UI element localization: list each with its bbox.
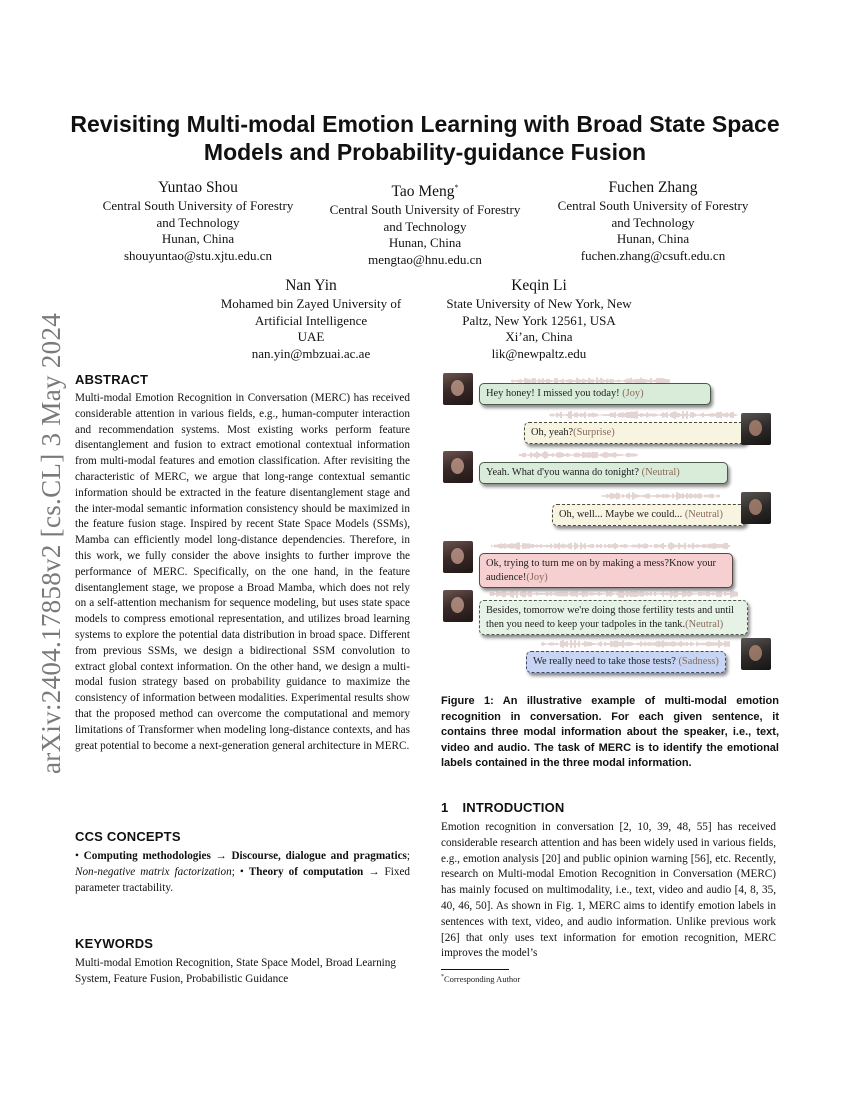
author-affiliation: and Technology (383, 218, 467, 234)
speaker-woman-image (443, 590, 473, 622)
author-affiliation: Central South University of Forestry (102, 198, 294, 213)
utterance-bubble: Ok, trying to turn me on by making a mess?Know your audience!(Joy) (479, 553, 733, 588)
author-location: Hunan, China (616, 231, 690, 246)
footnote (441, 974, 520, 984)
author-affiliation: Central South University of Forestry (557, 198, 749, 213)
audio-waveform (541, 639, 731, 649)
author-block (88, 178, 308, 264)
audio-waveform (491, 541, 731, 551)
arxiv-stamp-text: arXiv:2404.17858v2 [cs.CL] 3 May 2024 (36, 312, 66, 774)
emotion-label: (Neutral) (684, 509, 723, 520)
speaker-woman-image (443, 451, 473, 483)
author-affiliation: State University of New York, New (446, 296, 632, 311)
author-location: Xi’an, China (505, 329, 573, 344)
audio-waveform (519, 450, 639, 460)
author-name: Tao Meng* (391, 183, 459, 201)
author-location: Hunan, China (388, 235, 462, 251)
author-location: Hunan, China (161, 231, 235, 246)
utterance-bubble: Hey honey! I missed you today! (Joy) (479, 383, 711, 405)
author-email[interactable]: mengtao@hnu.edu.cn (368, 251, 482, 267)
corresponding-mark: * (454, 183, 459, 192)
abstract-body: Multi-modal Emotion Recognition in Conversation (MERC) has received considerable attention in various fields, e.g., human-computer interaction and recommendation systems. Most existing works perform feature disentanglement and fusion to extract emotional contextual information from multi-modal features and emotion classification. After revisiting the characteristic of MERC, we argue that long-range contextual semantic information should be extracted in the feature disentanglement stage and the inter-modal semantic information consistency should be maximized in the feature fusion stage. Inspired by recent State Space Models (SSMs), Mamba can efficiently model long-distance dependencies. Therefore, in this work, we fully consider the above insights to further improve the performance of MERC. Specifically, on the one hand, in the feature disentanglement stage, we propose a Broad Mamba, which does not rely on a self-attention mechanism for sequence modeling, but uses state space models to compress emotional representation, and utilizes broad learning systems to explore the potential data distribution in broad space. Different from previous SSMs, we design a bidirectional SSM convolution to extract global context information. On the other hand, we design a multi-modal fusion strategy based on probability guidance to maximize the consistency of information between modalities. Experimental results show that the proposed method can overcome the computational and memory limitations of Transformer when modeling long-distance contexts, and has great potential to become a next-generation general architecture in MERC. (75, 392, 410, 752)
title-line-2: Models and Probability-guidance Fusion (203, 139, 647, 165)
speaker-man-image (741, 413, 771, 445)
speaker-man-image (741, 638, 771, 670)
footnote-mark: * (441, 974, 444, 981)
author-name: Keqin Li (511, 277, 567, 294)
author-email[interactable]: shouyuntao@stu.xjtu.edu.cn (123, 247, 273, 263)
author-block (315, 178, 535, 268)
figure-1 (441, 370, 779, 680)
paper-title (60, 110, 790, 166)
ccs-item: Discourse, dialogue and pragmatics (231, 850, 407, 862)
author-name: Yuntao Shou (158, 179, 238, 196)
author-email[interactable]: nan.yin@mbzuai.ac.ae (251, 345, 371, 361)
author-affiliation: Paltz, New York 12561, USA (462, 312, 616, 328)
utterance-bubble: Besides, tomorrow we're doing those fertility tests and until then you need to keep your tadpoles in the tank.(Neutral) (479, 600, 748, 635)
audio-waveform (601, 491, 721, 501)
speaker-woman-image (443, 373, 473, 405)
ccs-item: Fixed parameter tractability. (75, 865, 411, 894)
author-name: Nan Yin (285, 277, 337, 294)
emotion-label: (Neutral) (641, 467, 680, 478)
ccs-item: Computing methodologies (83, 850, 211, 862)
utterance-bubble: Oh, well... Maybe we could... (Neutral) (552, 504, 746, 526)
author-email[interactable]: lik@newpaltz.edu (491, 345, 587, 361)
title-line-1: Revisiting Multi-modal Emotion Learning with Broad State Space (70, 111, 780, 137)
speaker-woman-image (443, 541, 473, 573)
author-email[interactable]: fuchen.zhang@csuft.edu.cn (580, 247, 726, 263)
emotion-label: (Sadness) (678, 656, 719, 667)
arxiv-stamp (16, 290, 66, 774)
emotion-label: (Joy) (526, 571, 548, 583)
keywords-heading: KEYWORDS (75, 936, 154, 951)
emotion-label: (Neutral) (685, 618, 724, 630)
ccs-item: Theory of computation (248, 865, 364, 878)
footnote-text: Corresponding Author (444, 974, 521, 984)
utterance-bubble: We really need to take those tests? (Sadness) (526, 651, 726, 673)
author-affiliation: Central South University of Forestry (329, 202, 521, 218)
ccs-item: Non-negative matrix factorization (75, 865, 232, 878)
author-block (200, 276, 422, 362)
ccs-heading: CCS CONCEPTS (75, 829, 181, 844)
introduction-heading (441, 800, 565, 815)
author-affiliation: and Technology (611, 214, 695, 230)
keywords-body: Multi-modal Emotion Recognition, State Space Model, Broad Learning System, Feature Fusion, Probabilistic Guidance (75, 957, 396, 985)
section-number: 1 (441, 800, 449, 815)
author-location: UAE (297, 329, 325, 344)
author-affiliation: Mohamed bin Zayed University of (220, 296, 402, 311)
author-affiliation: Artificial Intelligence (254, 312, 368, 328)
figure-caption: Figure 1: An illustrative example of multi-modal emotion recognition in conversation. For each given sentence, it contains three modal information about the speaker, i.e., text, video and audio. The task of MERC is to identify the emotional labels contained in the three modal information. (441, 695, 779, 770)
speaker-man-image (741, 492, 771, 524)
introduction-body: Emotion recognition in conversation [2, 10, 39, 48, 55] has received considerable research attention and has been widely used in various fields, e.g., emotion analysis [20] and public opinion warning [56], etc. Recently, research on Multi-modal Emotion Recognition in Conversation (MERC) has mainly focused on multimodality, i.e., text, video and audio [4, 8, 35, 40, 46, 50]. As shown in Fig. 1, MERC aims to identify emotion labels in sentences with text, video, and audio information. Unlike previous work [26] that only uses text information for emotion recognition, MERC improves the model’s (441, 821, 776, 960)
section-title: INTRODUCTION (462, 800, 565, 815)
ccs-body: • Computing methodologies → Discourse, dialogue and pragmatics; Non-negative matrix factorization; • Theory of computation → Fixed parameter tractability. (75, 850, 411, 894)
emotion-label: (Surprise) (573, 427, 615, 438)
author-name: Fuchen Zhang (608, 179, 698, 196)
utterance-bubble: Yeah. What d'you wanna do tonight? (Neutral) (479, 462, 728, 484)
author-block (543, 178, 763, 264)
audio-waveform (489, 589, 739, 599)
abstract-heading: ABSTRACT (75, 372, 149, 387)
author-block (428, 276, 650, 362)
author-affiliation: and Technology (156, 214, 240, 230)
utterance-bubble: Oh, yeah?(Surprise) (524, 422, 747, 444)
footnote-rule (441, 969, 509, 970)
emotion-label: (Joy) (622, 388, 644, 399)
audio-waveform (549, 410, 739, 420)
